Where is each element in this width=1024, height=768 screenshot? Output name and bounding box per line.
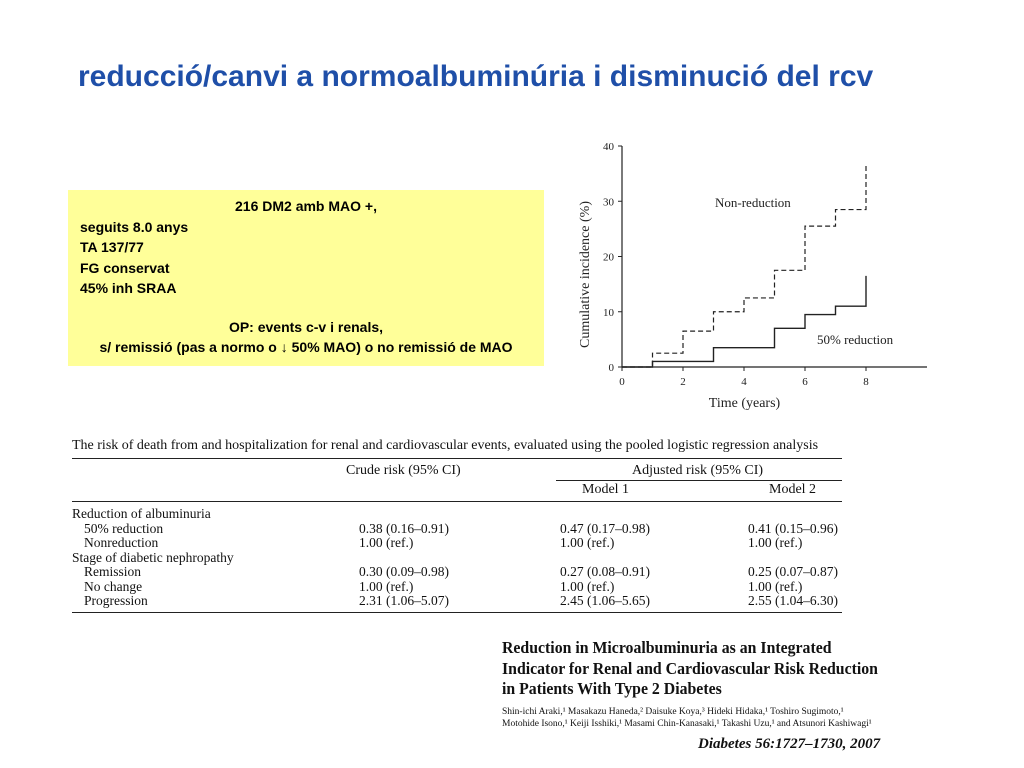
x-tick-label: 0: [619, 376, 625, 388]
summary-line-raas: 45% inh SRAA: [80, 280, 177, 296]
table-row: [72, 506, 842, 521]
paper-title-line: Reduction in Microalbuminuria as an Integrated: [502, 638, 832, 657]
study-summary-box: [68, 190, 544, 366]
table-header-row: [72, 459, 842, 479]
paper-title-line: Indicator for Renal and Cardiovascular Risk Reduction: [502, 658, 878, 678]
model2-cell: 1.00 (ref.): [748, 578, 803, 594]
table-row: [72, 521, 842, 536]
header-adjusted-risk: Adjusted risk (95% CI): [632, 463, 764, 478]
crude-risk-cell: 1.00 (ref.): [359, 535, 414, 550]
paper-title-line: in Patients With Type 2 Diabetes: [502, 679, 722, 698]
row-label: Remission: [84, 564, 142, 579]
table-row: [72, 564, 842, 579]
x-tick-label: 4: [741, 376, 747, 388]
y-axis-label: Cumulative incidence (%): [578, 201, 593, 348]
risk-table: [72, 438, 842, 613]
crude-risk-cell: 1.00 (ref.): [359, 578, 414, 594]
paper-journal-citation: Diabetes 56:1727–1730, 2007: [698, 736, 881, 752]
x-axis-label: Time (years): [708, 396, 781, 411]
table-row: [72, 579, 842, 594]
crude-risk-cell: 0.38 (0.16–0.91): [359, 520, 449, 536]
header-model-1: Model 1: [582, 482, 630, 497]
row-label: Progression: [84, 593, 148, 608]
y-tick-label: 40: [603, 141, 614, 153]
y-tick-label: 20: [603, 251, 614, 264]
model2-cell: 1.00 (ref.): [748, 535, 803, 550]
model2-cell: 2.55 (1.04–6.30): [748, 593, 838, 608]
crude-risk-cell: 0.30 (0.09–0.98): [359, 564, 449, 579]
model1-cell: 2.45 (1.06–5.65): [560, 593, 650, 608]
series-label-non-reduction: Non-reduction: [715, 195, 791, 210]
summary-line-followup: seguits 8.0 anys: [80, 218, 189, 235]
table-row: [72, 550, 842, 565]
model1-cell: 1.00 (ref.): [560, 578, 615, 594]
y-tick-label: 0: [608, 362, 614, 374]
summary-line-bp: TA 137/77: [80, 239, 144, 255]
summary-line-remission: s/ remissió (pas a normo o ↓ 50% MAO) o no remissió de MAO: [99, 339, 513, 355]
table-row: [72, 593, 842, 608]
model1-cell: 1.00 (ref.): [560, 535, 615, 550]
row-label: 50% reduction: [84, 520, 164, 536]
slide-title: reducció/canvi a normoalbuminúria i disminució del rcv: [78, 60, 874, 93]
table-row: [72, 535, 842, 550]
summary-line-gfr: FG conservat: [80, 259, 170, 276]
paper-authors-line: Motohide Isono,¹ Keiji Isshiki,¹ Masami Chin-Kanasaki,¹ Takashi Uzu,¹ and Atsunori Kashiwagi¹: [502, 718, 872, 729]
model1-cell: 0.47 (0.17–0.98): [560, 520, 650, 536]
x-tick-label: 2: [680, 376, 686, 388]
paper-authors-line: Shin-ichi Araki,¹ Masakazu Haneda,² Daisuke Koya,³ Hideki Hidaka,¹ Toshiro Sugimoto,¹: [502, 706, 844, 717]
model2-cell: 0.25 (0.07–0.87): [748, 564, 838, 579]
row-label: Nonreduction: [84, 535, 159, 550]
model2-cell: 0.41 (0.15–0.96): [748, 520, 838, 536]
row-label: No change: [84, 578, 143, 594]
header-model-2: Model 2: [769, 482, 817, 497]
y-tick-label: 30: [603, 196, 614, 209]
x-tick-label: 6: [802, 376, 808, 388]
row-label: Reduction of albuminuria: [72, 506, 211, 521]
cumulative-incidence-chart: [570, 132, 940, 417]
crude-risk-cell: 2.31 (1.06–5.07): [359, 593, 449, 608]
summary-line-cohort: 216 DM2 amb MAO +,: [235, 198, 377, 214]
table-subheader-row: [72, 479, 842, 502]
model1-cell: 0.27 (0.08–0.91): [560, 564, 650, 579]
header-crude-risk: Crude risk (95% CI): [346, 463, 461, 478]
paper-reference: [502, 638, 972, 752]
y-tick-label: 10: [603, 306, 614, 319]
table-caption: The risk of death from and hospitalization for renal and cardiovascular events, evaluated using the pooled logistic regression analysis: [72, 438, 842, 459]
summary-line-outcomes: OP: events c-v i renals,: [228, 318, 384, 335]
paper-title: [502, 638, 939, 700]
paper-authors: [502, 706, 972, 730]
series-label-50pct-reduction: 50% reduction: [817, 332, 894, 347]
row-label: Stage of diabetic nephropathy: [72, 549, 234, 565]
x-tick-label: 8: [863, 376, 869, 388]
